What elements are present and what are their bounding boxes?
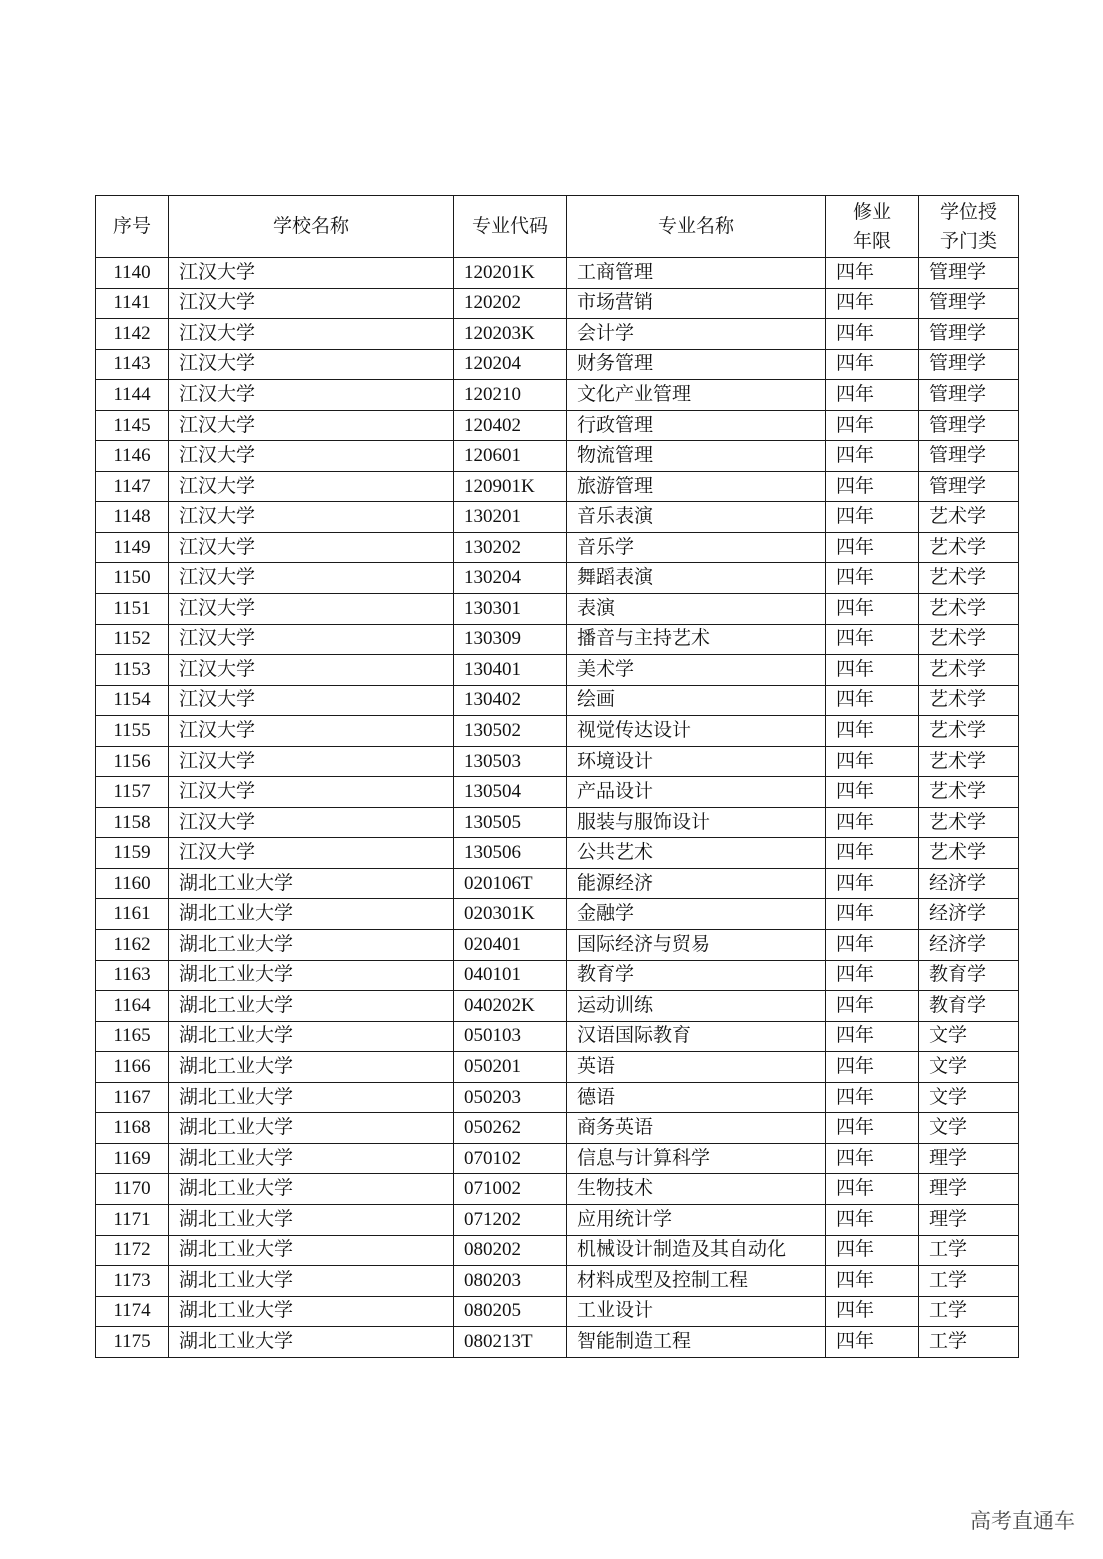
- cell-school: 江汉大学: [169, 685, 454, 716]
- cell-major: 视觉传达设计: [567, 716, 826, 747]
- cell-duration: 四年: [826, 930, 919, 961]
- header-school: 学校名称: [169, 196, 454, 258]
- cell-major: 公共艺术: [567, 838, 826, 869]
- cell-seq: 1143: [96, 349, 169, 380]
- cell-code: 020301K: [454, 899, 567, 930]
- table-row: [96, 471, 1019, 502]
- cell-school: 湖北工业大学: [169, 1296, 454, 1327]
- cell-school: 江汉大学: [169, 746, 454, 777]
- cell-major: 环境设计: [567, 746, 826, 777]
- cell-seq: 1155: [96, 716, 169, 747]
- cell-code: 130506: [454, 838, 567, 869]
- table-row: [96, 410, 1019, 441]
- cell-duration: 四年: [826, 1021, 919, 1052]
- header-duration: 修业 年限: [826, 196, 919, 258]
- cell-school: 湖北工业大学: [169, 1204, 454, 1235]
- cell-code: 020106T: [454, 868, 567, 899]
- cell-seq: 1163: [96, 960, 169, 991]
- cell-seq: 1168: [96, 1113, 169, 1144]
- cell-code: 130204: [454, 563, 567, 594]
- cell-degree: 工学: [919, 1266, 1019, 1297]
- cell-school: 江汉大学: [169, 380, 454, 411]
- cell-major: 生物技术: [567, 1174, 826, 1205]
- cell-school: 湖北工业大学: [169, 1113, 454, 1144]
- table-row: [96, 258, 1019, 289]
- cell-code: 120204: [454, 349, 567, 380]
- cell-seq: 1173: [96, 1266, 169, 1297]
- cell-degree: 艺术学: [919, 838, 1019, 869]
- cell-major: 德语: [567, 1082, 826, 1113]
- cell-code: 120203K: [454, 319, 567, 350]
- cell-degree: 管理学: [919, 471, 1019, 502]
- cell-degree: 管理学: [919, 349, 1019, 380]
- cell-code: 080205: [454, 1296, 567, 1327]
- cell-duration: 四年: [826, 1052, 919, 1083]
- cell-duration: 四年: [826, 594, 919, 625]
- cell-major: 行政管理: [567, 410, 826, 441]
- cell-code: 040202K: [454, 991, 567, 1022]
- cell-school: 江汉大学: [169, 502, 454, 533]
- table-row: [96, 1143, 1019, 1174]
- cell-seq: 1148: [96, 502, 169, 533]
- cell-duration: 四年: [826, 1296, 919, 1327]
- cell-seq: 1151: [96, 594, 169, 625]
- cell-degree: 艺术学: [919, 716, 1019, 747]
- cell-seq: 1160: [96, 868, 169, 899]
- table-row: [96, 624, 1019, 655]
- cell-duration: 四年: [826, 899, 919, 930]
- cell-duration: 四年: [826, 1082, 919, 1113]
- cell-seq: 1145: [96, 410, 169, 441]
- table-row: [96, 960, 1019, 991]
- cell-school: 湖北工业大学: [169, 899, 454, 930]
- cell-duration: 四年: [826, 1327, 919, 1358]
- table-row: [96, 1021, 1019, 1052]
- table-row: [96, 991, 1019, 1022]
- cell-code: 120202: [454, 288, 567, 319]
- cell-duration: 四年: [826, 746, 919, 777]
- cell-duration: 四年: [826, 655, 919, 686]
- cell-duration: 四年: [826, 960, 919, 991]
- cell-degree: 文学: [919, 1113, 1019, 1144]
- cell-degree: 管理学: [919, 319, 1019, 350]
- table-row: [96, 899, 1019, 930]
- header-seq: 序号: [96, 196, 169, 258]
- cell-major: 物流管理: [567, 441, 826, 472]
- header-degree: 学位授 予门类: [919, 196, 1019, 258]
- cell-degree: 艺术学: [919, 594, 1019, 625]
- table-row: [96, 807, 1019, 838]
- cell-major: 机械设计制造及其自动化: [567, 1235, 826, 1266]
- cell-duration: 四年: [826, 838, 919, 869]
- cell-duration: 四年: [826, 563, 919, 594]
- table-row: [96, 746, 1019, 777]
- cell-seq: 1174: [96, 1296, 169, 1327]
- table-row: [96, 1052, 1019, 1083]
- cell-seq: 1162: [96, 930, 169, 961]
- cell-duration: 四年: [826, 349, 919, 380]
- table-row: [96, 563, 1019, 594]
- cell-school: 湖北工业大学: [169, 868, 454, 899]
- cell-degree: 文学: [919, 1052, 1019, 1083]
- cell-seq: 1149: [96, 532, 169, 563]
- cell-major: 会计学: [567, 319, 826, 350]
- cell-duration: 四年: [826, 1113, 919, 1144]
- cell-school: 湖北工业大学: [169, 1082, 454, 1113]
- cell-major: 能源经济: [567, 868, 826, 899]
- cell-duration: 四年: [826, 624, 919, 655]
- cell-major: 音乐学: [567, 532, 826, 563]
- cell-degree: 理学: [919, 1143, 1019, 1174]
- cell-code: 020401: [454, 930, 567, 961]
- cell-major: 市场营销: [567, 288, 826, 319]
- cell-degree: 理学: [919, 1204, 1019, 1235]
- cell-code: 050203: [454, 1082, 567, 1113]
- table-row: [96, 1113, 1019, 1144]
- table-row: [96, 1204, 1019, 1235]
- cell-degree: 文学: [919, 1082, 1019, 1113]
- table-row: [96, 502, 1019, 533]
- cell-degree: 管理学: [919, 258, 1019, 289]
- majors-table: [95, 195, 1019, 1358]
- cell-code: 130504: [454, 777, 567, 808]
- cell-code: 050103: [454, 1021, 567, 1052]
- table-row: [96, 349, 1019, 380]
- cell-seq: 1159: [96, 838, 169, 869]
- cell-degree: 艺术学: [919, 685, 1019, 716]
- cell-school: 湖北工业大学: [169, 1327, 454, 1358]
- cell-code: 130201: [454, 502, 567, 533]
- cell-school: 江汉大学: [169, 838, 454, 869]
- cell-major: 音乐表演: [567, 502, 826, 533]
- cell-duration: 四年: [826, 1174, 919, 1205]
- table-row: [96, 930, 1019, 961]
- table-row: [96, 868, 1019, 899]
- cell-major: 国际经济与贸易: [567, 930, 826, 961]
- cell-duration: 四年: [826, 258, 919, 289]
- cell-code: 130301: [454, 594, 567, 625]
- cell-seq: 1156: [96, 746, 169, 777]
- cell-seq: 1164: [96, 991, 169, 1022]
- table-row: [96, 380, 1019, 411]
- cell-seq: 1153: [96, 655, 169, 686]
- cell-code: 130309: [454, 624, 567, 655]
- cell-code: 120402: [454, 410, 567, 441]
- cell-school: 江汉大学: [169, 319, 454, 350]
- cell-seq: 1144: [96, 380, 169, 411]
- cell-seq: 1142: [96, 319, 169, 350]
- cell-degree: 工学: [919, 1296, 1019, 1327]
- cell-duration: 四年: [826, 319, 919, 350]
- cell-degree: 教育学: [919, 960, 1019, 991]
- cell-code: 130401: [454, 655, 567, 686]
- cell-code: 080203: [454, 1266, 567, 1297]
- cell-degree: 艺术学: [919, 532, 1019, 563]
- table-row: [96, 1296, 1019, 1327]
- cell-degree: 管理学: [919, 441, 1019, 472]
- cell-degree: 文学: [919, 1021, 1019, 1052]
- table-row: [96, 441, 1019, 472]
- cell-degree: 工学: [919, 1327, 1019, 1358]
- cell-degree: 艺术学: [919, 807, 1019, 838]
- table-row: [96, 594, 1019, 625]
- cell-code: 071002: [454, 1174, 567, 1205]
- cell-school: 江汉大学: [169, 288, 454, 319]
- cell-degree: 经济学: [919, 930, 1019, 961]
- cell-degree: 艺术学: [919, 655, 1019, 686]
- cell-major: 财务管理: [567, 349, 826, 380]
- cell-school: 江汉大学: [169, 716, 454, 747]
- cell-code: 080202: [454, 1235, 567, 1266]
- cell-school: 江汉大学: [169, 655, 454, 686]
- cell-major: 商务英语: [567, 1113, 826, 1144]
- cell-code: 070102: [454, 1143, 567, 1174]
- cell-major: 教育学: [567, 960, 826, 991]
- cell-duration: 四年: [826, 807, 919, 838]
- cell-degree: 艺术学: [919, 624, 1019, 655]
- cell-duration: 四年: [826, 868, 919, 899]
- cell-duration: 四年: [826, 410, 919, 441]
- table-row: [96, 838, 1019, 869]
- cell-school: 湖北工业大学: [169, 1266, 454, 1297]
- cell-degree: 艺术学: [919, 502, 1019, 533]
- cell-code: 071202: [454, 1204, 567, 1235]
- cell-school: 江汉大学: [169, 532, 454, 563]
- cell-seq: 1158: [96, 807, 169, 838]
- cell-school: 江汉大学: [169, 471, 454, 502]
- table-row: [96, 1174, 1019, 1205]
- header-code: 专业代码: [454, 196, 567, 258]
- cell-seq: 1147: [96, 471, 169, 502]
- cell-code: 080213T: [454, 1327, 567, 1358]
- cell-code: 130505: [454, 807, 567, 838]
- cell-degree: 艺术学: [919, 777, 1019, 808]
- cell-school: 江汉大学: [169, 777, 454, 808]
- cell-code: 050201: [454, 1052, 567, 1083]
- cell-major: 材料成型及控制工程: [567, 1266, 826, 1297]
- table-row: [96, 655, 1019, 686]
- cell-seq: 1165: [96, 1021, 169, 1052]
- cell-seq: 1171: [96, 1204, 169, 1235]
- cell-duration: 四年: [826, 532, 919, 563]
- cell-major: 工业设计: [567, 1296, 826, 1327]
- cell-degree: 艺术学: [919, 746, 1019, 777]
- cell-seq: 1170: [96, 1174, 169, 1205]
- cell-code: 130202: [454, 532, 567, 563]
- cell-major: 运动训练: [567, 991, 826, 1022]
- table-row: [96, 1266, 1019, 1297]
- header-major: 专业名称: [567, 196, 826, 258]
- cell-major: 应用统计学: [567, 1204, 826, 1235]
- table-row: [96, 288, 1019, 319]
- table-row: [96, 1327, 1019, 1358]
- cell-seq: 1169: [96, 1143, 169, 1174]
- cell-major: 旅游管理: [567, 471, 826, 502]
- cell-duration: 四年: [826, 1235, 919, 1266]
- cell-major: 汉语国际教育: [567, 1021, 826, 1052]
- cell-major: 表演: [567, 594, 826, 625]
- cell-school: 江汉大学: [169, 594, 454, 625]
- cell-degree: 理学: [919, 1174, 1019, 1205]
- table-row: [96, 685, 1019, 716]
- cell-code: 130502: [454, 716, 567, 747]
- cell-duration: 四年: [826, 288, 919, 319]
- cell-major: 绘画: [567, 685, 826, 716]
- cell-school: 江汉大学: [169, 349, 454, 380]
- cell-major: 产品设计: [567, 777, 826, 808]
- cell-major: 金融学: [567, 899, 826, 930]
- cell-degree: 管理学: [919, 410, 1019, 441]
- cell-school: 江汉大学: [169, 258, 454, 289]
- cell-code: 120201K: [454, 258, 567, 289]
- cell-seq: 1166: [96, 1052, 169, 1083]
- cell-degree: 经济学: [919, 868, 1019, 899]
- cell-degree: 管理学: [919, 288, 1019, 319]
- cell-school: 湖北工业大学: [169, 1052, 454, 1083]
- cell-major: 英语: [567, 1052, 826, 1083]
- table-row: [96, 777, 1019, 808]
- cell-major: 服装与服饰设计: [567, 807, 826, 838]
- cell-school: 江汉大学: [169, 807, 454, 838]
- cell-degree: 管理学: [919, 380, 1019, 411]
- table-body: [96, 258, 1019, 1358]
- cell-school: 湖北工业大学: [169, 1143, 454, 1174]
- cell-school: 湖北工业大学: [169, 1174, 454, 1205]
- cell-code: 040101: [454, 960, 567, 991]
- cell-seq: 1167: [96, 1082, 169, 1113]
- cell-school: 湖北工业大学: [169, 1021, 454, 1052]
- cell-school: 江汉大学: [169, 441, 454, 472]
- cell-duration: 四年: [826, 380, 919, 411]
- cell-duration: 四年: [826, 716, 919, 747]
- cell-degree: 经济学: [919, 899, 1019, 930]
- cell-school: 江汉大学: [169, 624, 454, 655]
- cell-seq: 1152: [96, 624, 169, 655]
- cell-school: 湖北工业大学: [169, 991, 454, 1022]
- table-row: [96, 1082, 1019, 1113]
- cell-major: 智能制造工程: [567, 1327, 826, 1358]
- cell-major: 文化产业管理: [567, 380, 826, 411]
- cell-seq: 1154: [96, 685, 169, 716]
- cell-seq: 1150: [96, 563, 169, 594]
- cell-duration: 四年: [826, 685, 919, 716]
- cell-code: 050262: [454, 1113, 567, 1144]
- cell-degree: 艺术学: [919, 563, 1019, 594]
- cell-seq: 1175: [96, 1327, 169, 1358]
- cell-duration: 四年: [826, 991, 919, 1022]
- cell-major: 舞蹈表演: [567, 563, 826, 594]
- cell-major: 信息与计算科学: [567, 1143, 826, 1174]
- cell-code: 120210: [454, 380, 567, 411]
- cell-code: 120601: [454, 441, 567, 472]
- cell-major: 美术学: [567, 655, 826, 686]
- table-header: [96, 196, 1019, 258]
- cell-seq: 1157: [96, 777, 169, 808]
- cell-duration: 四年: [826, 777, 919, 808]
- cell-code: 130503: [454, 746, 567, 777]
- cell-major: 播音与主持艺术: [567, 624, 826, 655]
- cell-seq: 1172: [96, 1235, 169, 1266]
- cell-seq: 1140: [96, 258, 169, 289]
- cell-school: 湖北工业大学: [169, 1235, 454, 1266]
- cell-school: 湖北工业大学: [169, 960, 454, 991]
- table-row: [96, 716, 1019, 747]
- cell-seq: 1141: [96, 288, 169, 319]
- cell-duration: 四年: [826, 1266, 919, 1297]
- cell-duration: 四年: [826, 1143, 919, 1174]
- cell-duration: 四年: [826, 1204, 919, 1235]
- cell-major: 工商管理: [567, 258, 826, 289]
- cell-degree: 教育学: [919, 991, 1019, 1022]
- cell-degree: 工学: [919, 1235, 1019, 1266]
- cell-code: 120901K: [454, 471, 567, 502]
- table-row: [96, 319, 1019, 350]
- cell-school: 江汉大学: [169, 563, 454, 594]
- table-row: [96, 532, 1019, 563]
- watermark-text: 高考直通车: [970, 1509, 1075, 1533]
- cell-duration: 四年: [826, 502, 919, 533]
- cell-school: 湖北工业大学: [169, 930, 454, 961]
- cell-duration: 四年: [826, 471, 919, 502]
- cell-code: 130402: [454, 685, 567, 716]
- cell-seq: 1146: [96, 441, 169, 472]
- cell-seq: 1161: [96, 899, 169, 930]
- cell-school: 江汉大学: [169, 410, 454, 441]
- header-row: [96, 196, 1019, 258]
- table-row: [96, 1235, 1019, 1266]
- cell-duration: 四年: [826, 441, 919, 472]
